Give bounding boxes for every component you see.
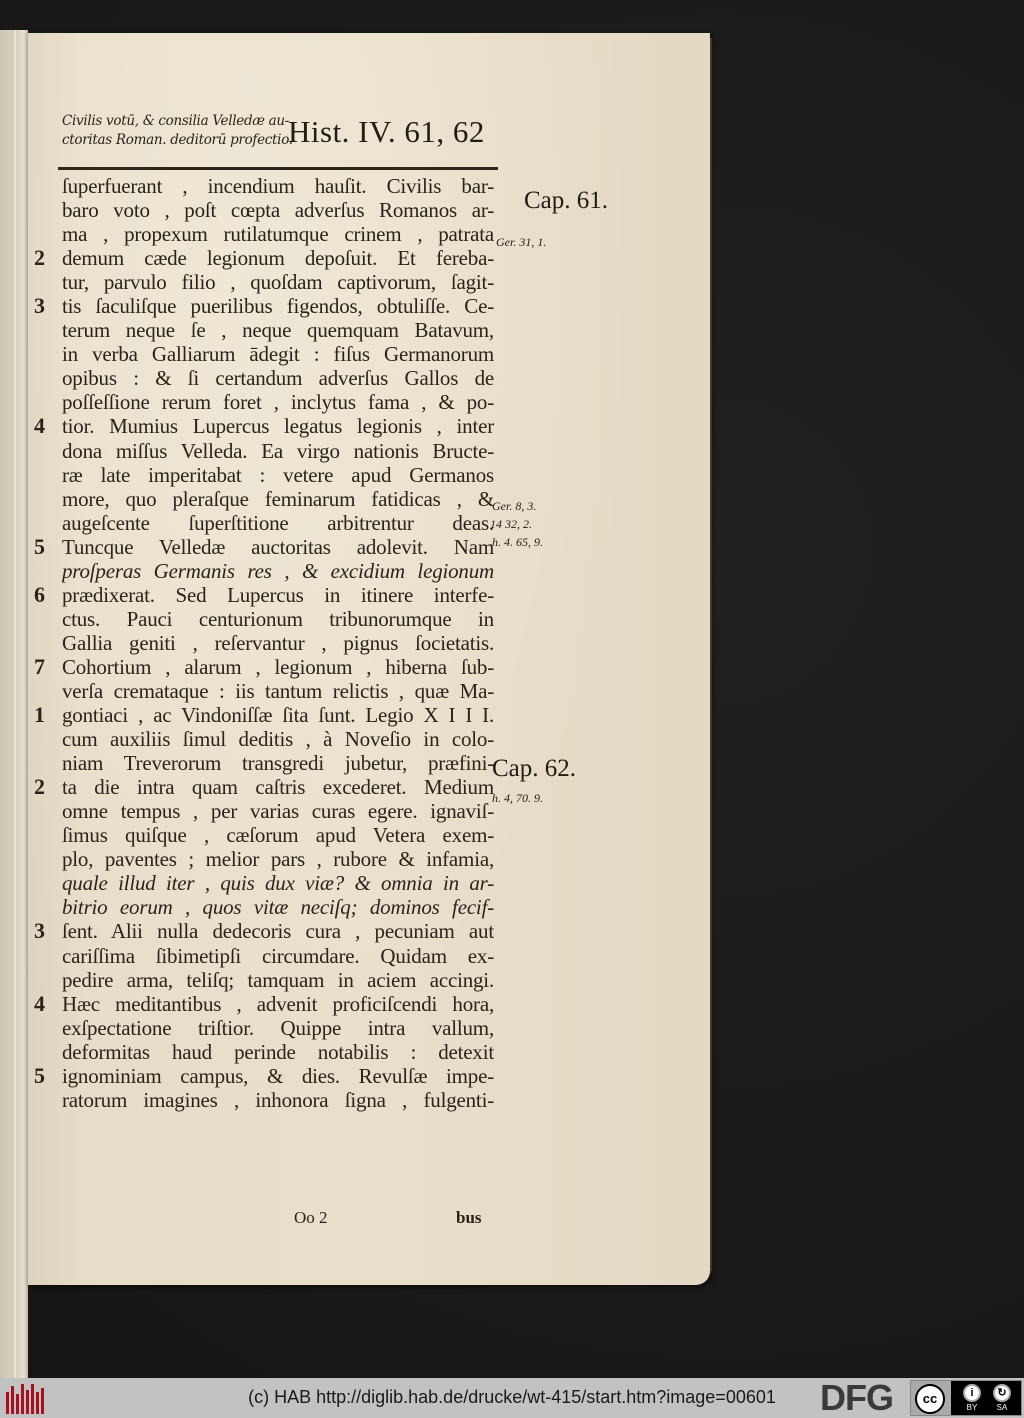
margin-ref-h-4-65: h. 4. 65, 9. [492,535,543,549]
running-head-summary-line2: ctoritas Roman. deditorū profectio. [62,132,293,148]
sa-share-alike-icon: ↻ [993,1384,1011,1402]
line-text: gontiaci , ac Vindoniſſæ ſita ſunt. Legio X I I I. [62,703,494,728]
running-head-section: Hist. IV. 61, 62 [288,114,485,149]
line-text: Hæc meditantibus , advenit proficiſcendi hora, [62,991,494,1016]
line-text: ſuperfuerant , incendium hauſit. Civilis bar- [62,174,494,198]
verse-number: 3 [34,293,45,319]
text-line [62,679,494,703]
text-line [62,895,494,919]
body-text [34,174,494,1112]
line-text: ratorum imagines , inhonora ſigna , fulgenti- [62,1087,494,1112]
text-line [62,823,494,847]
text-line [62,366,494,390]
line-text: augeſcente ſuperſtitione arbitrentur deas. [62,510,494,535]
running-head-summary-line1: Civilis votū, & consilia Velledæ au- [62,113,290,129]
line-text: proſperas Germanis res , & excidium legionum [62,558,494,583]
verse-number: 2 [34,774,45,800]
line-text: deformitas haud perinde notabilis : detexit [62,1039,494,1064]
text-line [62,1088,494,1112]
text-line [62,871,494,895]
gutter-line [14,30,16,1378]
line-text: ſent. Alii nulla dedecoris cura , pecuniam aut [62,919,494,944]
line-text: demum cæde legionum depoſuit. Et fereba- [62,246,494,271]
line-text: Gallia geniti , reſervantur , pignus ſocietatis. [62,630,494,655]
margin-ref-14-32: 14 32, 2. [490,517,532,531]
text-line [34,1062,494,1088]
verse-number: 4 [34,413,45,439]
line-text: Cohortium , alarum , legionum , hiberna ſub- [62,654,494,679]
margin-chapter-62: Cap. 62. [492,755,577,782]
text-line [62,631,494,655]
text-line [62,944,494,968]
text-line [62,342,494,366]
text-line [62,968,494,992]
line-text: ignominiam campus, & dies. Revulſæ impe- [62,1063,494,1088]
line-text: ræ late imperitabat : vetere apud Germanos [62,462,494,487]
margin-ref-h-4-70: h. 4, 70. 9. [492,791,543,805]
text-line [62,727,494,751]
line-text: in verba Galliarum ādegit : fiſus Germanorum [62,342,494,367]
by-label: BY [966,1403,978,1412]
text-line [62,270,494,294]
copyright-link[interactable]: (c) HAB http://diglib.hab.de/drucke/wt-415/start.htm?image=00601 [248,1387,776,1407]
cc-icon: cc [915,1384,945,1414]
line-text: baro voto , poſt cœpta adverſus Romanos ar- [62,198,494,223]
text-line [34,293,494,319]
running-head-summary [62,112,312,150]
text-line [34,990,494,1016]
verse-number: 1 [34,702,45,728]
text-line [34,533,494,559]
line-text: quale illud iter , quis dux viæ? & omnia in ar- [62,871,494,896]
text-line [34,581,494,607]
cc-license-badge[interactable] [910,1380,1022,1416]
verse-number: 6 [34,581,45,607]
verse-number: 5 [34,533,45,559]
sa-label: SA [996,1403,1008,1412]
line-text: dona miſſus Velleda. Ea virgo nationis Bructe- [62,438,494,463]
text-line [62,390,494,414]
verse-number: 2 [34,245,45,271]
line-text: cariſſima ſibimetipſi circumdare. Quidam ex- [62,943,494,968]
text-line [34,702,494,728]
line-text: opibus : & ſi certandum adverſus Gallos de [62,366,494,391]
line-text: ma , propexum rutilatumque crinem , patrata [62,222,494,247]
text-line [62,799,494,823]
line-text: niam Treverorum transgredi jubetur, præfini- [62,751,494,776]
line-text: tur, parvulo filio , quoſdam captivorum, ſagit- [62,270,494,295]
verse-number: 3 [34,918,45,944]
line-text: exſpectatione triſtior. Quippe intra vallum, [62,1015,494,1040]
text-line [34,413,494,439]
verse-number: 7 [34,653,45,679]
text-line [62,511,494,535]
text-line [62,487,494,511]
text-line [34,653,494,679]
line-text: ctus. Pauci centurionum tribunorumque in [62,606,494,631]
text-line [34,918,494,944]
line-text: omne tempus , per varias curas egere. ignaviſ- [62,799,494,824]
header-rule [58,167,498,170]
margin-ref-ger-8: Ger. 8, 3. [492,499,537,513]
text-line [62,607,494,631]
text-line [62,751,494,775]
verse-number: 4 [34,990,45,1016]
by-attribution-icon: i [963,1384,981,1402]
text-line [62,198,494,222]
line-text: more, quo pleraſque feminarum fatidicas , & [62,486,494,511]
text-line [62,463,494,487]
text-line [62,1040,494,1064]
text-line [34,245,494,271]
dfg-logo[interactable]: DFG [820,1377,893,1418]
catchword: bus [456,1208,482,1227]
line-text: terum neque ſe , neque quemquam Batavum, [62,318,494,343]
line-text: poſſeſſione rerum foret , inclytus fama , & po- [62,390,494,415]
text-line [62,174,494,198]
line-text: ſimus quiſque , cæſorum apud Vetera exem- [62,823,494,848]
verse-number: 5 [34,1062,45,1088]
line-text: bitrio eorum , quos vitæ neciſq; dominos fecif- [62,895,494,920]
text-line [62,847,494,871]
text-line [62,559,494,583]
text-line [62,318,494,342]
text-line [34,774,494,800]
line-text: pedire arma, teliſq; tamquam in aciem accingi. [62,967,494,992]
text-line [62,439,494,463]
line-text: Tuncque Velledæ auctoritas adolevit. Nam [62,534,494,559]
line-text: prædixerat. Sed Lupercus in itinere interfe- [62,582,494,607]
line-text: ta die intra quam caſtris excederet. Medium [62,775,494,800]
signature-mark: Oo 2 [294,1208,328,1227]
line-text: tis ſaculiſque puerilibus figendos, obtuliſſe. Ce- [62,294,494,319]
line-text: cum auxiliis ſimul deditis , à Noveſio in colo- [62,727,494,752]
footer-bar [0,1378,1024,1418]
text-line [62,222,494,246]
margin-ref-ger-31: Ger. 31, 1. [496,235,547,249]
line-text: plo, paventes ; melior pars , rubore & infamia, [62,847,494,872]
text-line [62,1016,494,1040]
line-text: tior. Mumius Lupercus legatus legionis , inter [62,414,494,439]
running-head [62,112,502,160]
margin-chapter-61: Cap. 61. [524,187,609,214]
line-text: verſa cremataque : iis tantum relictis , quæ Ma- [62,678,494,703]
